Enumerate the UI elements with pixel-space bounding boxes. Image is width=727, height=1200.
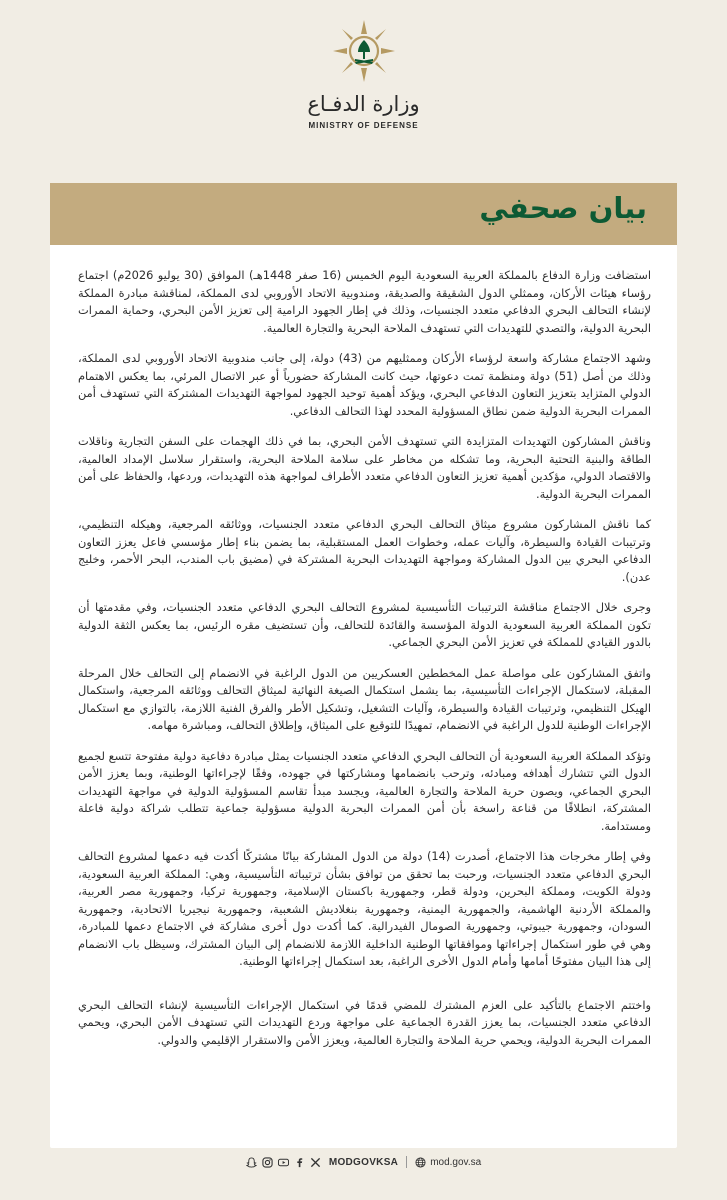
statement-paragraph: وفي إطار مخرجات هذا الاجتماع، أصدرت (14) دولة من الدول المشاركة بيانًا مشتركًا أكدت فيه دعمها لمشروع التحالف البحري الدفاعي متعدد الجنسيات، ورحبت بما تحقق من توافق بشأن ترتيباته التأسيسية، وهي: المملكة العربية السعودية، ودولة الكويت، ومملكة البحرين، ودولة قطر، وجمهورية باكستان الإسلامية، وجمهورية تركيا، وجمهورية مصر العربية، والمملكة الأردنية الهاشمية، والجمهورية اليمنية، وجمهورية بنغلاديش الشعبية، وجمهورية نيجيريا الاتحادية، وجمهورية السودان، وجمهورية جيبوتي، وجمهورية الصومال الفيدرالية. كما أكدت دول أخرى مشاركة في الاجتماع دعمها للمبادرة، وهي في طور استكمال إجراءاتها وموافقاتها الوطنية الداخلية اللازمة للانضمام إلى البيان المشترك، وسيظل باب الانضمام إلى هذا البيان مفتوحًا أمامها وأمام الدول الأخرى الراغبة، بعد استكمال إجراءاتها الوطنية. xyxy=(78,849,651,968)
ministry-name-arabic: وزارة الدفـاع xyxy=(307,92,420,116)
facebook-icon[interactable] xyxy=(294,1157,305,1168)
statement-paragraph: كما ناقش المشاركون مشروع ميثاق التحالف البحري الدفاعي متعدد الجنسيات، ووثائقه المرجعية، وهيكله التنظيمي، وترتيبات القيادة والسيطرة، وآليات عمله، وخطوات العمل المستقبلية، بما يضمن بناء إطار مؤسسي فاعل يعزز التعاون الدفاعي البحري بين الدول المشاركة ومواجهة التهديدات البحرية المشتركة في (مضيق باب المندب، البحر الأحمر، وخليج عدن). xyxy=(78,517,651,584)
statement-paragraph: واختتم الاجتماع بالتأكيد على العزم المشترك للمضي قدمًا في استكمال الإجراءات التأسيسية لإنشاء التحالف البحري الدفاعي متعدد الجنسيات، بما يعزز القدرة الجماعية على مواجهة وردع التهديدات التي تستهدف الأمن البحري، ويحمي الممرات البحرية الدولية، ويحمي حرية الملاحة والتجارة العالمية، ويعزز الأمن والاستقرار الإقليمي والدولي. xyxy=(78,997,651,1047)
title-bar xyxy=(50,183,677,245)
website-link[interactable] xyxy=(415,1157,481,1168)
statement-title: بيان صحفي xyxy=(479,191,647,225)
press-statement-card xyxy=(50,183,677,1148)
statement-paragraph: وناقش المشاركون التهديدات المتزايدة التي تستهدف الأمن البحري، بما في ذلك الهجمات على السفن التجارية وناقلات الطاقة والبنية التحتية البحرية، وما تشكله من مخاطر على سلامة الملاحة البحرية، واستقرار سلاسل الإمداد العالمية، والاقتصاد الدولي، مؤكدين أهمية تعزيز التعاون الدفاعي متعدد الأطراف لمواجهة هذه التهديدات، وردعها، والحفاظ على أمن الممرات البحرية الدولية. xyxy=(78,434,651,501)
snapchat-icon[interactable] xyxy=(246,1157,257,1168)
statement-paragraph: واتفق المشاركون على مواصلة عمل المخططين العسكريين من الدول الراغبة في الانضمام إلى التحالف خلال المرحلة المقبلة، لاستكمال الإجراءات التأسيسية، بما يشمل استكمال الصيغة النهائية لميثاق التحالف ووثائقه المرجعية، واستكمال الهيكل التنظيمي، وترتيبات القيادة والسيطرة، وآليات التشغيل، وتشكيل الأطر والفرق الفنية اللازمة، بالتوازي مع استكمال الإجراءات الوطنية للدول الراغبة في الانضمام، تمهيدًا للتوقيع على الميثاق، وإطلاق التحالف، ومباشرة مهامه. xyxy=(78,665,651,732)
x-icon[interactable] xyxy=(310,1157,321,1168)
website-label: mod.gov.sa xyxy=(430,1156,482,1168)
youtube-icon[interactable] xyxy=(278,1157,289,1168)
social-handle[interactable]: MODGOVKSA xyxy=(328,1156,399,1168)
statement-paragraph: وجرى خلال الاجتماع مناقشة الترتيبات التأسيسية لمشروع التحالف البحري الدفاعي متعدد الجنسيات، وفي مقدمتها أن تكون المملكة العربية السعودية الدولة المؤسسة والقائدة للتحالف، وأن تستضيف مقره الرئيس، بما يعكس الثقة الدولية بالدور القيادي للمملكة في تعزيز الأمن البحري الجماعي. xyxy=(78,600,651,649)
ministry-name-english: MINISTRY OF DEFENSE xyxy=(308,121,419,130)
page-footer xyxy=(0,1153,727,1171)
page-header xyxy=(0,0,727,175)
statement-paragraph: وتؤكد المملكة العربية السعودية أن التحالف البحري الدفاعي متعدد الجنسيات يمثل مبادرة دفاعية دولية مفتوحة تتسع لجميع الدول التي تتشارك أهدافه ومبادئه، وترحب بانضمامها ومشاركتها في جهوده، وفقًا لإجراءاتها الوطنية، وبما يعزز الأمن البحري الجماعي، ويصون حرية الملاحة والتجارة العالمية، ويجسد مبدأ تقاسم المسؤولية الدولية في مواجهة التهديدات المشتركة، انطلاقًا من قناعة راسخة بأن أمن الممرات البحرية الدولية مسؤولية جماعية تتطلب شراكة دولية فاعلة ومستدامة. xyxy=(78,748,651,833)
ministry-emblem-icon xyxy=(331,18,397,84)
footer-divider xyxy=(406,1156,407,1168)
globe-icon xyxy=(415,1157,426,1168)
instagram-icon[interactable] xyxy=(262,1157,273,1168)
statement-paragraph: استضافت وزارة الدفاع بالمملكة العربية السعودية اليوم الخميس (16 صفر 1448هـ) الموافق (30 يوليو 2026م) اجتماع رؤساء هيئات الأركان، وممثلي الدول الشقيقة والصديقة، ومندوبية الاتحاد الأوروبي لدى المملكة، لمناقشة مبادرة المملكة لإنشاء التحالف البحري الدفاعي متعدد الجنسيات، وذلك في إطار الجهود الرامية إلى تعزيز الأمن البحري، وحماية الممرات البحرية الدولية، والتصدي للتهديدات التي تستهدف الملاحة البحرية والتجارة العالمية. xyxy=(78,268,651,335)
social-links xyxy=(246,1157,321,1168)
statement-body xyxy=(78,267,651,1062)
statement-paragraph: وشهد الاجتماع مشاركة واسعة لرؤساء الأركان وممثليهم من (43) دولة، إلى جانب مندوبية الاتحاد الأوروبي لدى المملكة، وذلك من أصل (51) دولة ومنظمة تمت دعوتها، حيث كانت المشاركة حضورياً أو عبر الاتصال المرئي، بما يعكس الاهتمام الدولي المتزايد بتعزيز التعاون الدفاعي البحري، ويؤكد أهمية توحيد الجهود لمواجهة التهديدات المشتركة التي تستهدف أمن الممرات البحرية الدولية ضمن نطاق المسؤولية المحدد لهذا التحالف الدفاعي. xyxy=(78,351,651,418)
